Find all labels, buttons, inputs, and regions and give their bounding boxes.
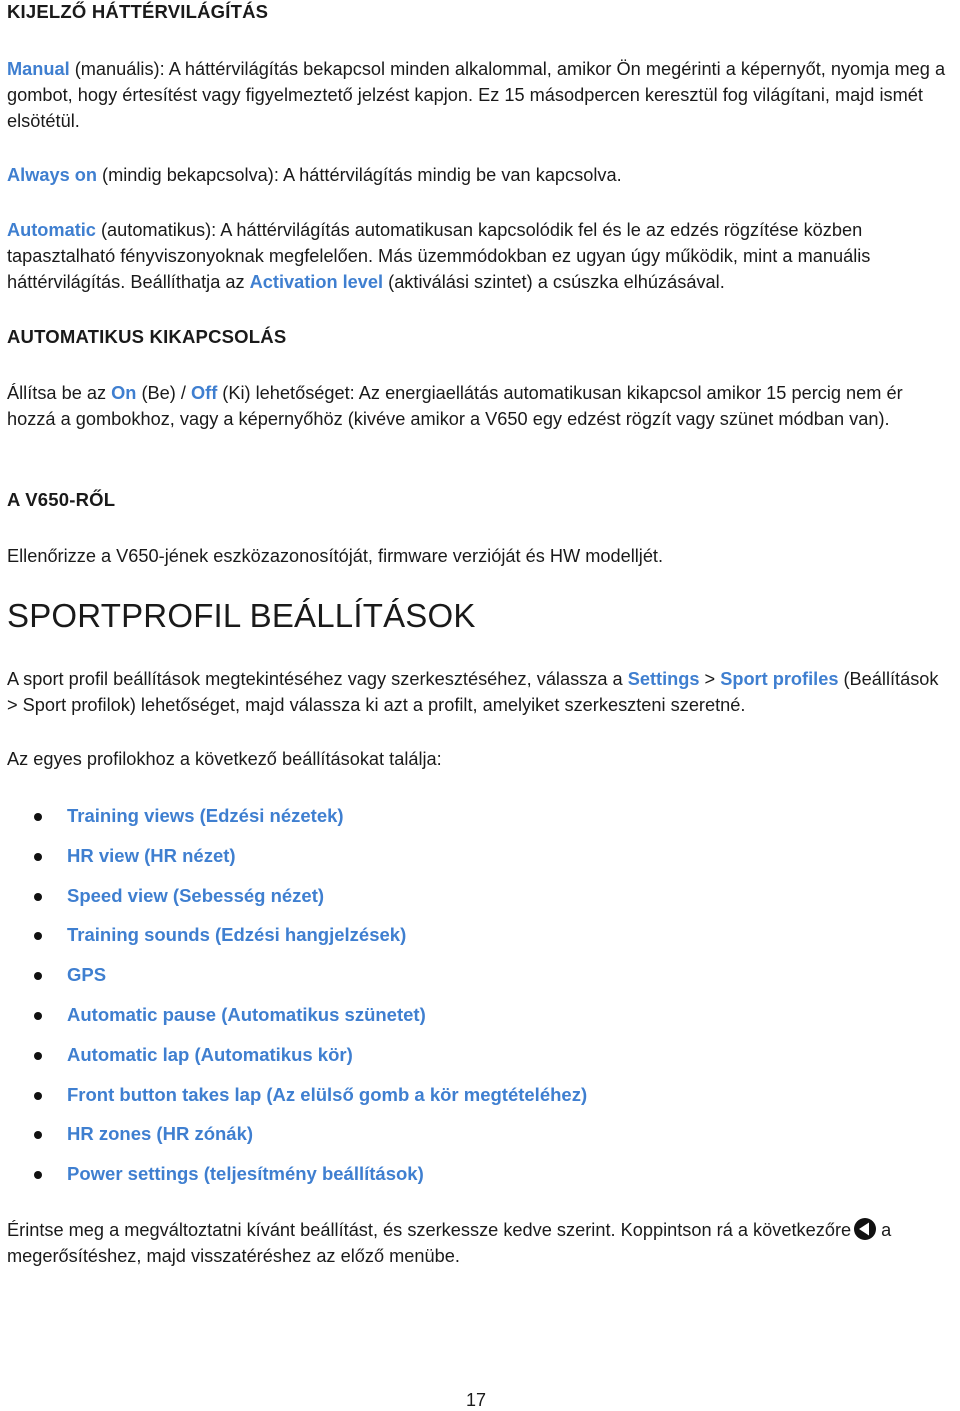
automatic-term: Automatic [7, 220, 96, 240]
list-item-label: GPS [67, 964, 107, 986]
bullet-icon [34, 1131, 42, 1139]
sport-profiles-intro [7, 666, 953, 718]
sport-profiles-heading: SPORTPROFIL BEÁLLÍTÁSOK [7, 597, 476, 634]
page-number: 17 [466, 1390, 487, 1410]
auto-off-heading: AUTOMATIKUS KIKAPCSOLÁS [7, 326, 287, 347]
list-item [7, 1161, 953, 1201]
bullet-icon [34, 853, 42, 861]
about-heading: A V650-RŐL [7, 489, 116, 510]
on-term: On [111, 383, 137, 403]
list-item-label: Training sounds (Edzési hangjelzések) [67, 924, 407, 946]
about-paragraph: Ellenőrizze a V650-jének eszközazonosítóját, firmware verzióját és HW modelljét. [7, 546, 664, 566]
auto-off-paragraph [7, 380, 953, 432]
closing-text-2: a megerősítéshez, majd visszatéréshez az előző menübe. [7, 1220, 892, 1266]
automatic-description: (automatikus): A háttérvilágítás automatikusan kapcsolódik fel és le az edzés rögzítése közben tapasztalható fényviszonyoknak megfelelően. Más üzemmódokban ez ugyan úgy működik, mint a manuális háttérvilágítás. Beállíthatja az [7, 220, 871, 292]
list-intro: Az egyes profilokhoz a következő beállításokat találja: [7, 749, 442, 769]
off-term: Off [190, 383, 218, 403]
closing-text-1: Érintse meg a megváltoztatni kívánt beállítást, és szerkessze kedve szerint. Koppintson rá a következőre [7, 1220, 852, 1240]
list-item [7, 883, 953, 923]
list-item-label: Front button takes lap (Az elülső gomb a kör megtételéhez) [67, 1083, 588, 1105]
list-item-label: HR view (HR nézet) [67, 844, 236, 866]
bullet-icon [34, 813, 42, 821]
path-separator: > [699, 669, 721, 689]
list-item-label: Automatic lap (Automatikus kör) [67, 1043, 353, 1065]
list-item [7, 922, 953, 962]
list-item-label: Automatic pause (Automatikus szünetet) [67, 1003, 426, 1025]
backlight-manual-paragraph [7, 56, 953, 134]
list-item-label: Training views (Edzési nézetek) [67, 805, 344, 826]
automatic-description-end: (aktiválási szintet) a csúszka elhúzásával. [383, 272, 725, 292]
auto-off-text-3: (Ki) lehetőséget: Az energiaellátás automatikusan kikapcsol amikor 15 percig nem ér hozzá a gombokhoz, vagy a képernyőhöz (kivéve amikor a V650 egy edzést rögzít vagy szünet módban van). [7, 383, 903, 429]
backlight-automatic-paragraph [7, 217, 953, 295]
list-item [7, 803, 953, 843]
auto-off-text-1: Állítsa be az [7, 383, 112, 403]
sport-profiles-intro-2: (Beállítások > Sport profilok) lehetőséget, majd válassza ki azt a profilt, amelyiket szerkeszteni szeretné. [7, 669, 939, 715]
bullet-icon [34, 1171, 42, 1179]
list-item [7, 843, 953, 883]
list-item-label: HR zones (HR zónák) [67, 1123, 254, 1145]
list-item-label: Power settings (teljesítmény beállítások) [67, 1163, 424, 1185]
sport-profiles-intro-1: A sport profil beállítások megtekintéséhez vagy szerkesztéséhez, válassza a [7, 669, 628, 689]
list-item [7, 1002, 953, 1042]
always-on-description: (mindig bekapcsolva): A háttérvilágítás mindig be van kapcsolva. [96, 165, 622, 185]
backlight-heading: KIJELZŐ HÁTTÉRVILÁGÍTÁS [7, 1, 269, 22]
activation-level-term: Activation level [249, 272, 384, 292]
auto-off-text-2: (Be) / [136, 383, 191, 403]
bullet-icon [34, 1092, 42, 1100]
list-item [7, 1121, 953, 1161]
list-item-label: Speed view (Sebesség nézet) [67, 884, 325, 906]
profile-settings-list [7, 803, 953, 1201]
sport-profiles-term: Sport profiles [720, 669, 839, 689]
manual-term: Manual [7, 59, 70, 79]
always-on-term: Always on [7, 165, 97, 185]
manual-description: (manuális): A háttérvilágítás bekapcsol minden alkalommal, amikor Ön megérinti a képernyőt, nyomja meg a gombot, hogy értesítést vagy figyelmeztető jelzést kapjon. Ez 15 másodpercen keresztül fog világítani, majd ismét elsötétül. [7, 59, 946, 131]
bullet-icon [34, 972, 42, 980]
list-item [7, 1042, 953, 1082]
closing-paragraph [7, 1217, 953, 1269]
list-item [7, 1082, 953, 1122]
settings-term: Settings [627, 669, 700, 689]
back-arrow-icon [854, 1218, 876, 1240]
backlight-always-on-paragraph [7, 162, 953, 188]
bullet-icon [34, 1052, 42, 1060]
list-item [7, 962, 953, 1002]
bullet-icon [34, 1012, 42, 1020]
bullet-icon [34, 932, 42, 940]
bullet-icon [34, 893, 42, 901]
